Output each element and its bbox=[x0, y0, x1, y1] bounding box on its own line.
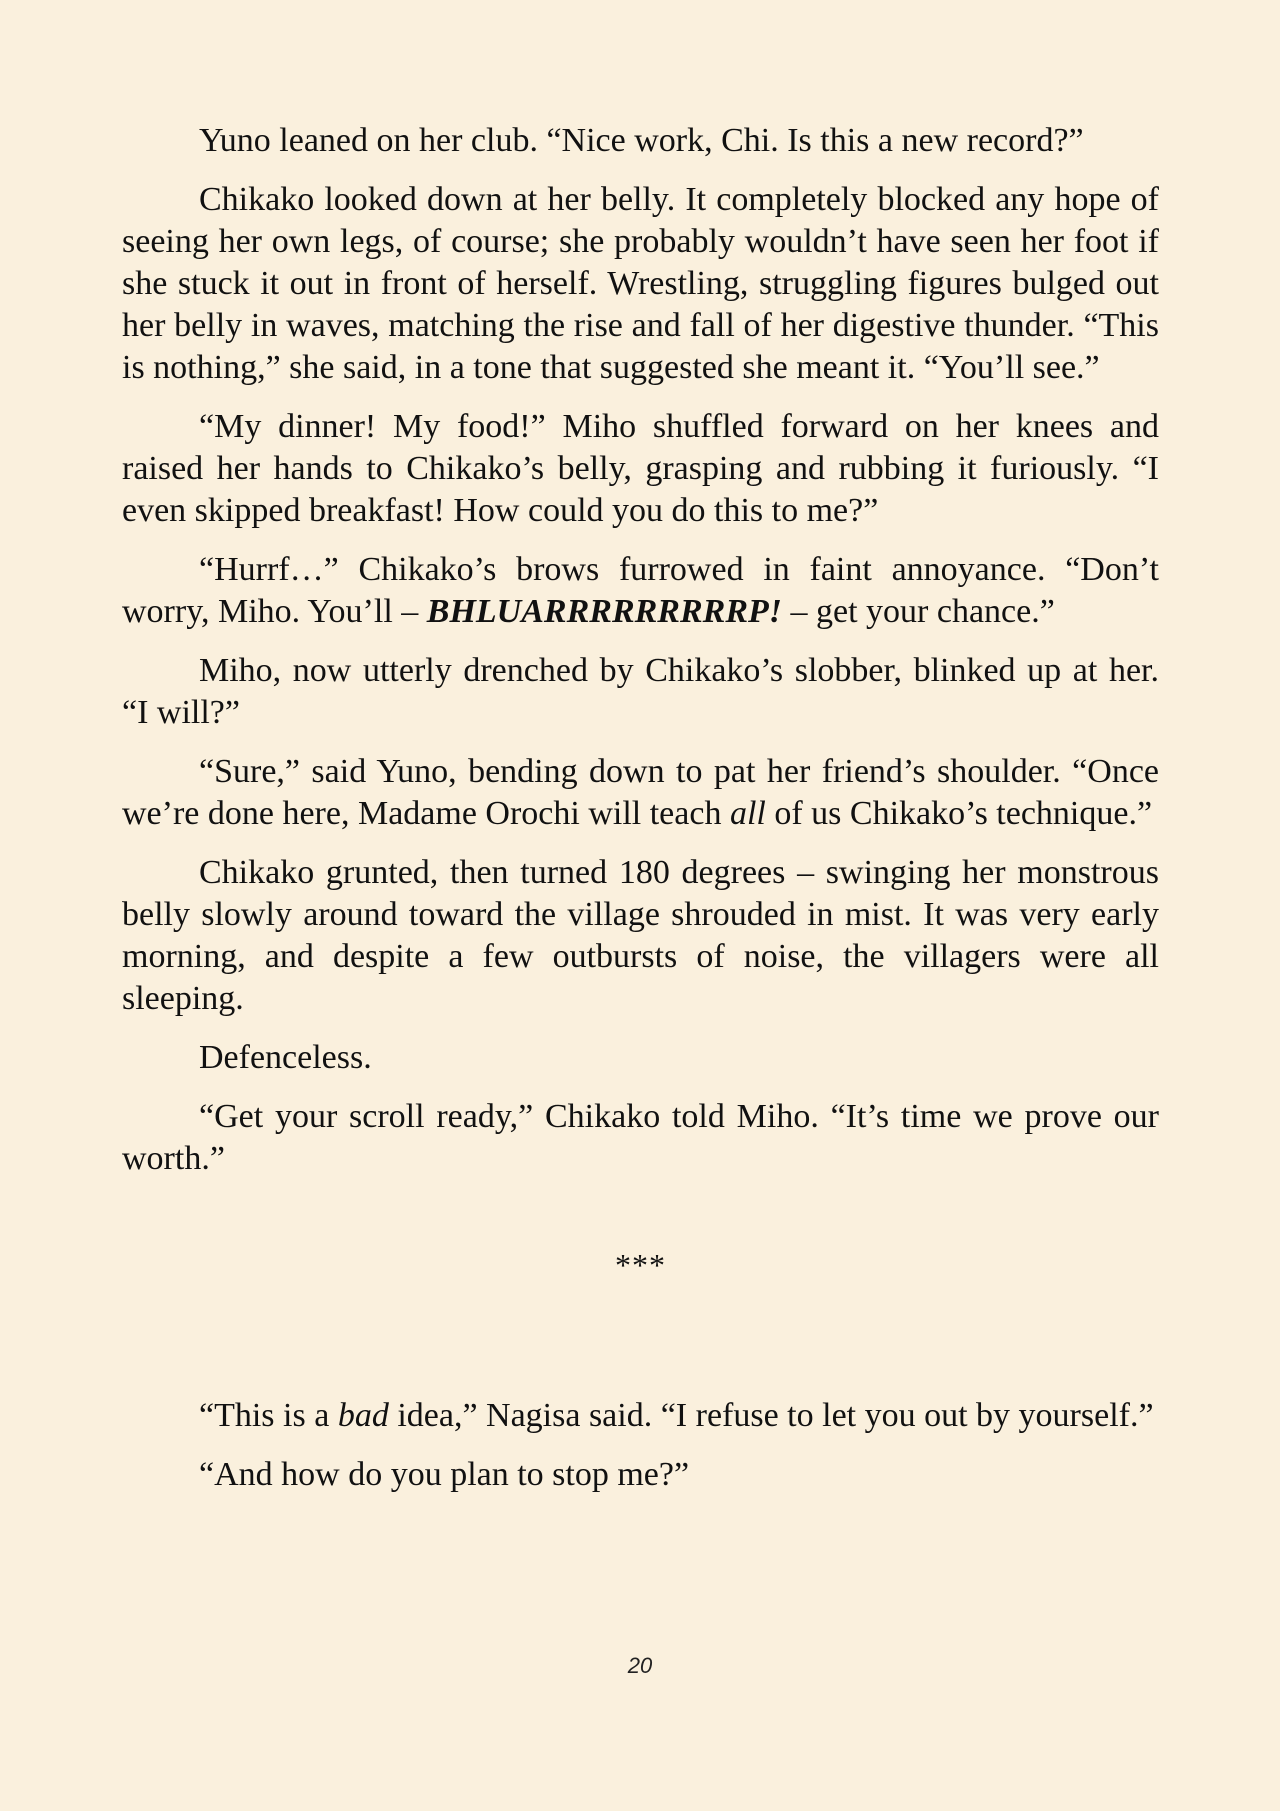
paragraph: “Hurrf…” Chikako’s brows furrowed in faint annoyance. “Don’t worry, Miho. You’ll – BHLUARRRRRRRRRP! – get your chance.” bbox=[122, 551, 1159, 630]
paragraph: “And how do you plan to stop me?” bbox=[199, 1456, 690, 1493]
paragraph: Chikako grunted, then turned 180 degrees – swinging her monstrous belly slowly around toward the village shrouded in mist. It was very early morning, and despite a few outbursts of noise, the villagers were all sleeping. bbox=[122, 854, 1159, 1017]
emphasis: all bbox=[729, 795, 766, 832]
paragraph: Chikako looked down at her belly. It completely blocked any hope of seeing her own legs, of course; she probably wouldn’t have seen her foot if she stuck it out in front of herself. Wrestling, struggling figures bulged out her belly in waves, matching the rise and fall of her digestive thunder. “This is nothing,” she said, in a tone that suggested she meant it. “You’ll see.” bbox=[122, 181, 1159, 386]
sound-effect: BHLUARRRRRRRRRP! bbox=[426, 593, 783, 630]
emphasis: bad bbox=[337, 1397, 389, 1434]
page-number: 20 bbox=[627, 1653, 653, 1678]
paragraph: “This is a bad idea,” Nagisa said. “I refuse to let you out by yourself.” bbox=[199, 1397, 1154, 1434]
paragraph: “Get your scroll ready,” Chikako told Miho. “It’s time we prove our worth.” bbox=[122, 1098, 1159, 1177]
paragraph: “My dinner! My food!” Miho shuffled forward on her knees and raised her hands to Chikako’s belly, grasping and rubbing it furiously. “I even skipped breakfast! How could you do this to me?” bbox=[122, 408, 1159, 529]
paragraph: Miho, now utterly drenched by Chikako’s slobber, blinked up at her. “I will?” bbox=[122, 652, 1159, 731]
paragraph: Defenceless. bbox=[199, 1039, 372, 1076]
paragraph: “Sure,” said Yuno, bending down to pat her friend’s shoulder. “Once we’re done here, Madame Orochi will teach all of us Chikako’s technique.” bbox=[122, 753, 1159, 832]
scene-break: *** bbox=[615, 1247, 666, 1283]
paragraph: Yuno leaned on her club. “Nice work, Chi. Is this a new record?” bbox=[199, 122, 1084, 159]
page-body bbox=[122, 120, 1159, 1513]
